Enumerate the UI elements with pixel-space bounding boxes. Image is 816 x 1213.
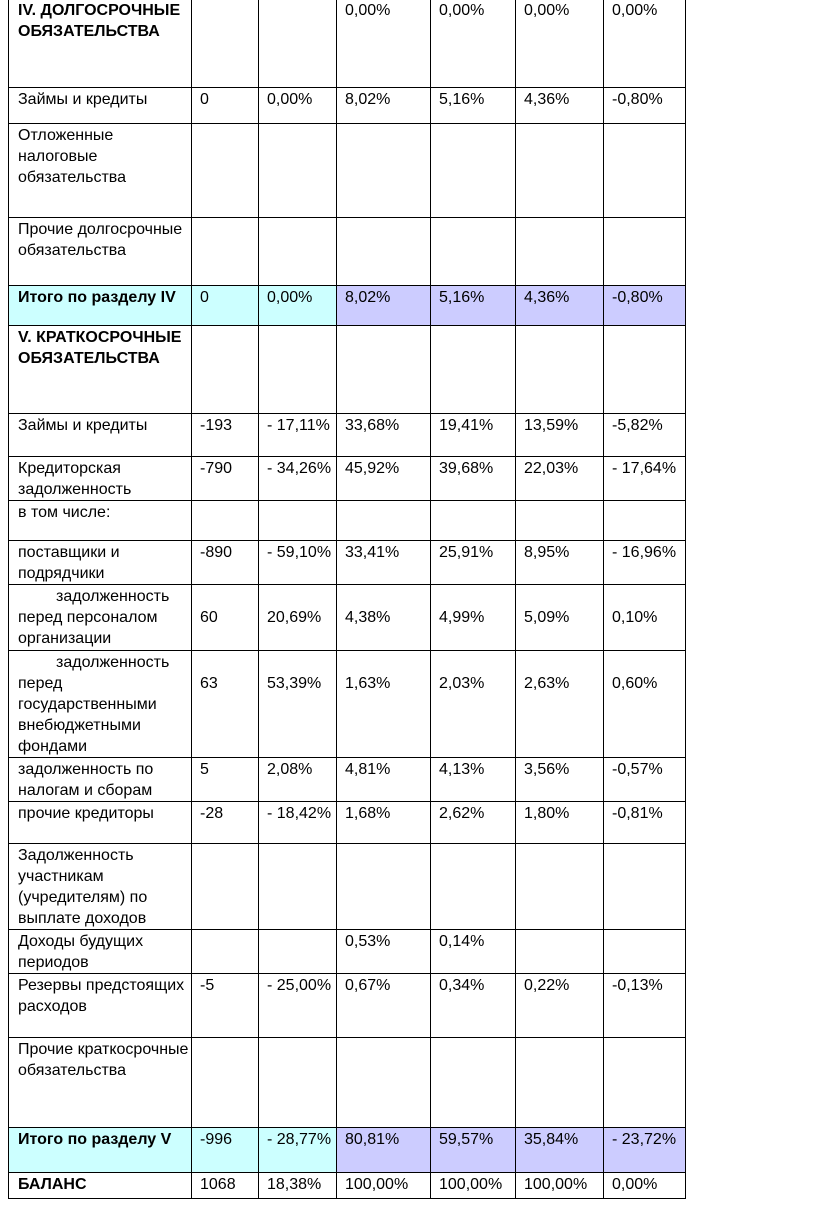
table-cell-col-3: 80,81% — [337, 1128, 431, 1173]
table-cell-col-4: 4,99% — [431, 585, 516, 651]
table-row — [9, 585, 686, 651]
table-cell-col-5: 3,56% — [516, 758, 604, 802]
table-cell-col-4: 100,00% — [431, 1173, 516, 1199]
table-cell-col-6 — [604, 501, 686, 541]
table-cell-col-5: 1,80% — [516, 802, 604, 844]
table-row — [9, 1173, 686, 1199]
table-cell-col-5 — [516, 1038, 604, 1128]
table-cell-col-4: 0,14% — [431, 930, 516, 974]
row-label: поставщики и подрядчики — [9, 541, 192, 585]
table-cell-col-3: 0,53% — [337, 930, 431, 974]
table-cell-col-3: 45,92% — [337, 457, 431, 501]
table-cell-col-1: 63 — [192, 651, 259, 758]
table-cell-col-2 — [259, 930, 337, 974]
table-cell-col-2 — [259, 218, 337, 286]
row-label: задолженность перед государственными внебюджетными фондами — [9, 651, 192, 758]
table-cell-col-6: - 16,96% — [604, 541, 686, 585]
table-cell-col-4 — [431, 218, 516, 286]
row-label: Прочие краткосрочные обязательства — [9, 1038, 192, 1128]
table-cell-col-1 — [192, 0, 259, 88]
table-cell-col-6: -0,80% — [604, 88, 686, 124]
table-cell-col-5 — [516, 501, 604, 541]
table-cell-col-4 — [431, 326, 516, 414]
table-cell-col-1 — [192, 844, 259, 930]
table-cell-col-1: 0 — [192, 286, 259, 326]
row-label: Итого по разделу IV — [9, 286, 192, 326]
table-cell-col-2: - 28,77% — [259, 1128, 337, 1173]
table-row — [9, 541, 686, 585]
table-cell-col-1 — [192, 501, 259, 541]
table-cell-col-6: - 23,72% — [604, 1128, 686, 1173]
row-label: задолженность перед персоналом организации — [9, 585, 192, 651]
table-cell-col-4 — [431, 844, 516, 930]
table-cell-col-3: 1,68% — [337, 802, 431, 844]
table-cell-col-5: 0,22% — [516, 974, 604, 1038]
table-cell-col-5 — [516, 326, 604, 414]
table-cell-col-1 — [192, 326, 259, 414]
table-cell-col-3 — [337, 326, 431, 414]
table-cell-col-4: 5,16% — [431, 88, 516, 124]
row-label: Кредиторская задолженность — [9, 457, 192, 501]
table-row — [9, 218, 686, 286]
table-cell-col-4 — [431, 1038, 516, 1128]
table-cell-col-6 — [604, 326, 686, 414]
table-cell-col-5 — [516, 124, 604, 218]
table-cell-col-1: -996 — [192, 1128, 259, 1173]
table-cell-col-5 — [516, 930, 604, 974]
table-cell-col-2: - 34,26% — [259, 457, 337, 501]
table-cell-col-5: 22,03% — [516, 457, 604, 501]
table-cell-col-3: 1,63% — [337, 651, 431, 758]
table-cell-col-1: -5 — [192, 974, 259, 1038]
table-cell-col-3: 33,68% — [337, 414, 431, 457]
table-cell-col-1 — [192, 124, 259, 218]
row-label: в том числе: — [9, 501, 192, 541]
table-cell-col-2 — [259, 501, 337, 541]
table-cell-col-5: 8,95% — [516, 541, 604, 585]
table-cell-col-4: 0,34% — [431, 974, 516, 1038]
table-cell-col-2: 20,69% — [259, 585, 337, 651]
row-label: IV. ДОЛГОСРОЧНЫЕ ОБЯЗАТЕЛЬСТВА — [9, 0, 192, 88]
table-cell-col-6: 0,10% — [604, 585, 686, 651]
table-cell-col-3 — [337, 844, 431, 930]
table-cell-col-6 — [604, 930, 686, 974]
table-cell-col-2 — [259, 326, 337, 414]
table-cell-col-2: 2,08% — [259, 758, 337, 802]
table-cell-col-2: 0,00% — [259, 88, 337, 124]
table-cell-col-2 — [259, 1038, 337, 1128]
table-cell-col-4 — [431, 124, 516, 218]
table-cell-col-2: 18,38% — [259, 1173, 337, 1199]
table-cell-col-6 — [604, 124, 686, 218]
table-cell-col-3: 4,38% — [337, 585, 431, 651]
table-cell-col-3 — [337, 501, 431, 541]
table-cell-col-2 — [259, 844, 337, 930]
table-cell-col-6: -0,80% — [604, 286, 686, 326]
table-cell-col-6: - 17,64% — [604, 457, 686, 501]
table-cell-col-3: 0,00% — [337, 0, 431, 88]
table-cell-col-1: -28 — [192, 802, 259, 844]
row-label: Резервы предстоящих расходов — [9, 974, 192, 1038]
table-row — [9, 0, 686, 88]
table-cell-col-5 — [516, 218, 604, 286]
table-cell-col-4: 2,62% — [431, 802, 516, 844]
row-label: Итого по разделу V — [9, 1128, 192, 1173]
table-cell-col-3 — [337, 124, 431, 218]
table-cell-col-6: -0,81% — [604, 802, 686, 844]
table-cell-col-4: 0,00% — [431, 0, 516, 88]
table-cell-col-5: 2,63% — [516, 651, 604, 758]
row-label: Прочие долгосрочные обязательства — [9, 218, 192, 286]
row-label: задолженность по налогам и сборам — [9, 758, 192, 802]
table-cell-col-3: 4,81% — [337, 758, 431, 802]
table-row — [9, 124, 686, 218]
table-cell-col-3: 8,02% — [337, 286, 431, 326]
table-cell-col-4: 19,41% — [431, 414, 516, 457]
table-row — [9, 974, 686, 1038]
table-cell-col-3: 8,02% — [337, 88, 431, 124]
row-label: Доходы будущих периодов — [9, 930, 192, 974]
table-row — [9, 844, 686, 930]
table-cell-col-4: 59,57% — [431, 1128, 516, 1173]
table-row — [9, 326, 686, 414]
table-cell-col-4 — [431, 501, 516, 541]
table-cell-col-2: - 59,10% — [259, 541, 337, 585]
table-cell-col-5: 4,36% — [516, 286, 604, 326]
table-cell-col-3 — [337, 218, 431, 286]
table-row — [9, 802, 686, 844]
table-cell-col-2 — [259, 124, 337, 218]
table-cell-col-1: -790 — [192, 457, 259, 501]
table-row — [9, 1038, 686, 1128]
table-cell-col-6: -0,57% — [604, 758, 686, 802]
table-cell-col-1: 60 — [192, 585, 259, 651]
table-cell-col-1 — [192, 1038, 259, 1128]
table-cell-col-2: - 25,00% — [259, 974, 337, 1038]
table-cell-col-4: 5,16% — [431, 286, 516, 326]
table-cell-col-5: 35,84% — [516, 1128, 604, 1173]
table-cell-col-4: 25,91% — [431, 541, 516, 585]
table-cell-col-2 — [259, 0, 337, 88]
table-cell-col-6 — [604, 1038, 686, 1128]
table-cell-col-1: 5 — [192, 758, 259, 802]
table-row — [9, 501, 686, 541]
table-row — [9, 414, 686, 457]
table-row — [9, 758, 686, 802]
table-row — [9, 286, 686, 326]
table-row — [9, 651, 686, 758]
table-cell-col-3: 100,00% — [337, 1173, 431, 1199]
table-cell-col-1: 0 — [192, 88, 259, 124]
table-row — [9, 1128, 686, 1173]
table-cell-col-4: 2,03% — [431, 651, 516, 758]
row-label: Займы и кредиты — [9, 414, 192, 457]
table-cell-col-5: 4,36% — [516, 88, 604, 124]
table-cell-col-2: - 17,11% — [259, 414, 337, 457]
table-row — [9, 930, 686, 974]
table-cell-col-6: -0,13% — [604, 974, 686, 1038]
table-cell-col-6: -5,82% — [604, 414, 686, 457]
table-cell-col-3 — [337, 1038, 431, 1128]
row-label: V. КРАТКОСРОЧНЫЕ ОБЯЗАТЕЛЬСТВА — [9, 326, 192, 414]
table-cell-col-4: 39,68% — [431, 457, 516, 501]
table-cell-col-1: 1068 — [192, 1173, 259, 1199]
table-cell-col-1: -193 — [192, 414, 259, 457]
row-label: Задолженность участникам (учредителям) по выплате доходов — [9, 844, 192, 930]
row-label: Займы и кредиты — [9, 88, 192, 124]
liabilities-table — [8, 0, 686, 1199]
table-cell-col-1: -890 — [192, 541, 259, 585]
table-cell-col-6 — [604, 218, 686, 286]
table-cell-col-3: 33,41% — [337, 541, 431, 585]
table-cell-col-2: 53,39% — [259, 651, 337, 758]
table-cell-col-2: - 18,42% — [259, 802, 337, 844]
table-body — [9, 0, 686, 1199]
table-cell-col-6: 0,60% — [604, 651, 686, 758]
table-cell-col-1 — [192, 930, 259, 974]
table-cell-col-4: 4,13% — [431, 758, 516, 802]
table-cell-col-6: 0,00% — [604, 1173, 686, 1199]
table-cell-col-6 — [604, 844, 686, 930]
table-cell-col-5: 0,00% — [516, 0, 604, 88]
table-row — [9, 88, 686, 124]
table-cell-col-5: 13,59% — [516, 414, 604, 457]
table-row — [9, 457, 686, 501]
table-cell-col-5: 100,00% — [516, 1173, 604, 1199]
row-label: Отложенные налоговые обязательства — [9, 124, 192, 218]
table-cell-col-1 — [192, 218, 259, 286]
table-cell-col-5 — [516, 844, 604, 930]
row-label: БАЛАНС — [9, 1173, 192, 1199]
table-cell-col-5: 5,09% — [516, 585, 604, 651]
table-cell-col-2: 0,00% — [259, 286, 337, 326]
row-label: прочие кредиторы — [9, 802, 192, 844]
table-cell-col-3: 0,67% — [337, 974, 431, 1038]
table-cell-col-6: 0,00% — [604, 0, 686, 88]
